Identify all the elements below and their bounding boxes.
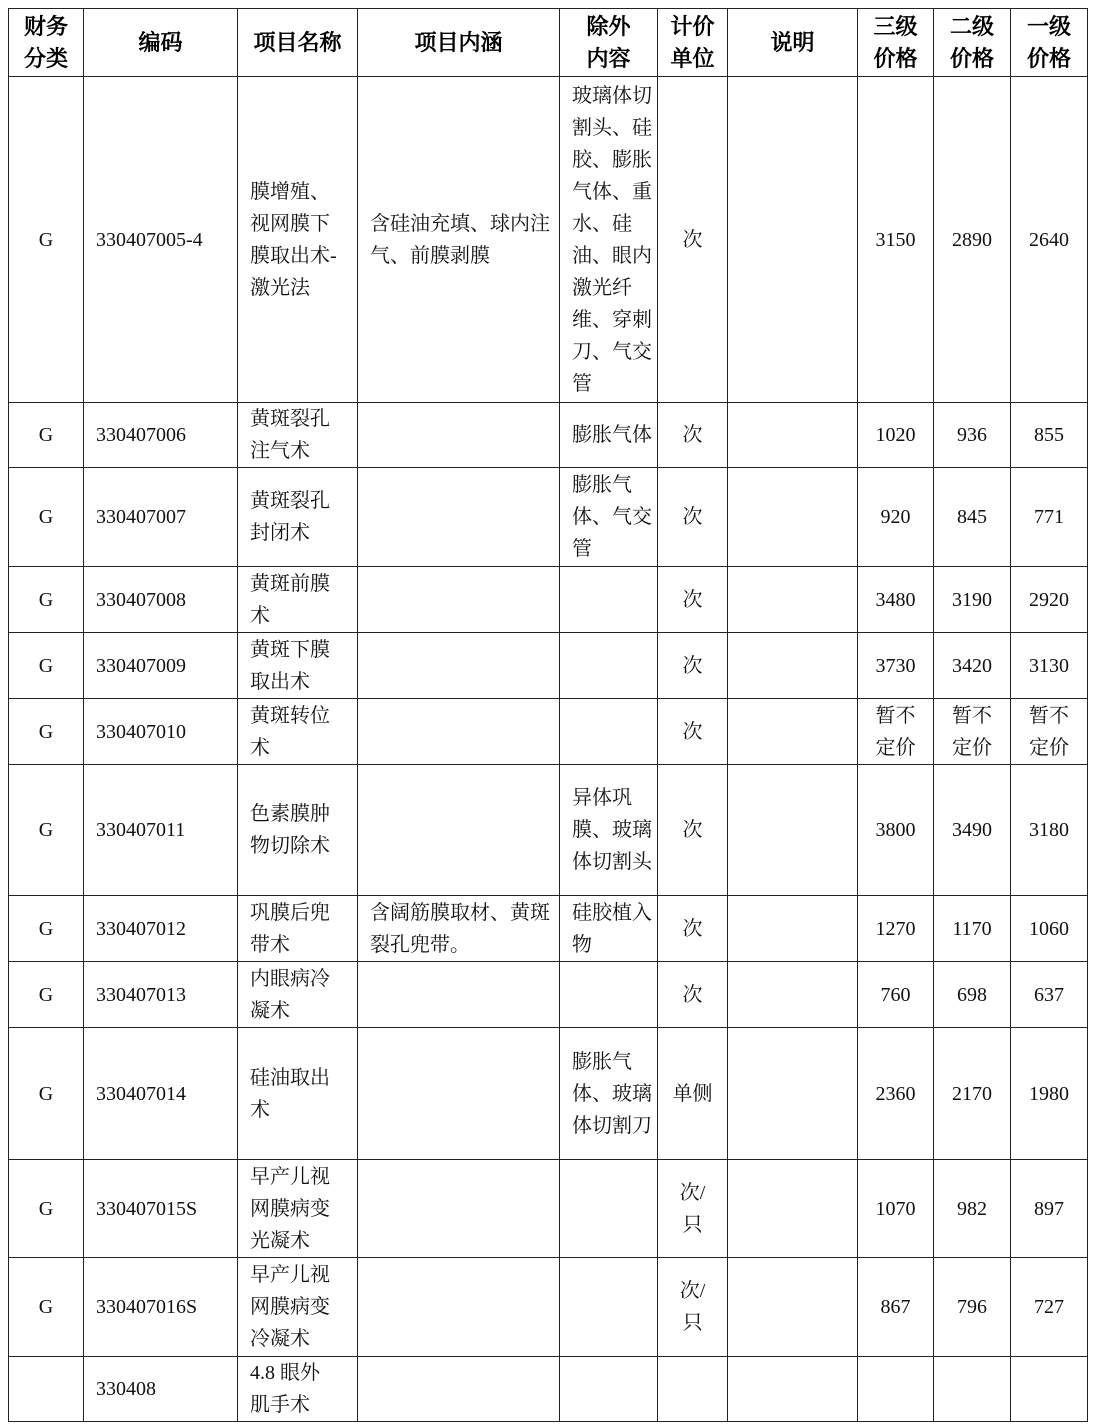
table-row xyxy=(9,468,1088,567)
code-cell: 330408 xyxy=(84,1357,238,1422)
exclusions-cell: 玻璃体切割头、硅胶、膨胀气体、重水、硅油、眼内激光纤维、穿刺刀、气交管 xyxy=(560,77,658,403)
item-content-cell xyxy=(358,1028,560,1160)
price-level2-cell: 2170 xyxy=(934,1028,1011,1160)
notes-cell xyxy=(728,699,858,765)
price-level1-cell: 771 xyxy=(1011,468,1088,567)
code-cell: 330407006 xyxy=(84,403,238,468)
price-level2-cell: 暂不定价 xyxy=(934,699,1011,765)
table-row xyxy=(9,1028,1088,1160)
price-level1-cell: 637 xyxy=(1011,962,1088,1028)
code-cell: 330407013 xyxy=(84,962,238,1028)
pricing-unit-cell: 次 xyxy=(658,699,728,765)
item-name-cell: 巩膜后兜带术 xyxy=(238,896,358,962)
table-row xyxy=(9,567,1088,633)
price-level3-cell: 867 xyxy=(858,1258,934,1357)
item-content-cell xyxy=(358,699,560,765)
category-cell: G xyxy=(9,765,84,896)
table-row xyxy=(9,699,1088,765)
item-name-cell: 黄斑下膜取出术 xyxy=(238,633,358,699)
category-cell: G xyxy=(9,403,84,468)
price-level1-cell: 2920 xyxy=(1011,567,1088,633)
price-level1-cell: 897 xyxy=(1011,1160,1088,1258)
item-name-cell: 4.8 眼外肌手术 xyxy=(238,1357,358,1422)
price-table xyxy=(8,8,1088,1422)
code-cell: 330407014 xyxy=(84,1028,238,1160)
price-level1-cell: 3180 xyxy=(1011,765,1088,896)
code-cell: 330407005-4 xyxy=(84,77,238,403)
item-content-cell xyxy=(358,403,560,468)
price-level1-cell: 3130 xyxy=(1011,633,1088,699)
price-level3-cell: 920 xyxy=(858,468,934,567)
notes-cell xyxy=(728,633,858,699)
category-cell: G xyxy=(9,468,84,567)
pricing-unit-cell: 次/只 xyxy=(658,1160,728,1258)
notes-cell xyxy=(728,403,858,468)
category-cell: G xyxy=(9,633,84,699)
pricing-unit-cell: 次 xyxy=(658,633,728,699)
header-exclusions: 除外内容 xyxy=(560,9,658,77)
category-cell: G xyxy=(9,77,84,403)
price-level2-cell: 3490 xyxy=(934,765,1011,896)
price-level2-cell: 845 xyxy=(934,468,1011,567)
exclusions-cell xyxy=(560,1258,658,1357)
price-level3-cell: 暂不定价 xyxy=(858,699,934,765)
item-name-cell: 黄斑裂孔注气术 xyxy=(238,403,358,468)
exclusions-cell xyxy=(560,1160,658,1258)
category-cell: G xyxy=(9,1160,84,1258)
item-name-cell: 硅油取出术 xyxy=(238,1028,358,1160)
item-content-cell xyxy=(358,1357,560,1422)
item-name-cell: 黄斑转位术 xyxy=(238,699,358,765)
category-cell: G xyxy=(9,567,84,633)
header-notes: 说明 xyxy=(728,9,858,77)
table-row xyxy=(9,1357,1088,1422)
code-cell: 330407015S xyxy=(84,1160,238,1258)
item-name-cell: 黄斑裂孔封闭术 xyxy=(238,468,358,567)
exclusions-cell: 硅胶植入物 xyxy=(560,896,658,962)
item-content-cell xyxy=(358,1160,560,1258)
price-level2-cell: 698 xyxy=(934,962,1011,1028)
exclusions-cell xyxy=(560,567,658,633)
price-level3-cell xyxy=(858,1357,934,1422)
pricing-unit-cell: 次 xyxy=(658,896,728,962)
exclusions-cell xyxy=(560,962,658,1028)
header-item-name: 项目名称 xyxy=(238,9,358,77)
price-level2-cell: 3420 xyxy=(934,633,1011,699)
table-row xyxy=(9,1160,1088,1258)
category-cell: G xyxy=(9,1028,84,1160)
table-row xyxy=(9,403,1088,468)
header-category: 财务分类 xyxy=(9,9,84,77)
header-row xyxy=(9,9,1088,77)
notes-cell xyxy=(728,1258,858,1357)
category-cell: G xyxy=(9,962,84,1028)
code-cell: 330407009 xyxy=(84,633,238,699)
price-level3-cell: 1020 xyxy=(858,403,934,468)
header-price-level1: 一级价格 xyxy=(1011,9,1088,77)
code-cell: 330407012 xyxy=(84,896,238,962)
code-cell: 330407016S xyxy=(84,1258,238,1357)
price-level1-cell: 2640 xyxy=(1011,77,1088,403)
notes-cell xyxy=(728,896,858,962)
category-cell: G xyxy=(9,896,84,962)
item-name-cell: 内眼病冷凝术 xyxy=(238,962,358,1028)
price-level3-cell: 3150 xyxy=(858,77,934,403)
exclusions-cell: 膨胀气体、玻璃体切割刀 xyxy=(560,1028,658,1160)
item-content-cell xyxy=(358,1258,560,1357)
price-level2-cell: 982 xyxy=(934,1160,1011,1258)
price-level2-cell: 796 xyxy=(934,1258,1011,1357)
price-level1-cell: 暂不定价 xyxy=(1011,699,1088,765)
notes-cell xyxy=(728,765,858,896)
price-level3-cell: 3730 xyxy=(858,633,934,699)
pricing-unit-cell: 次/只 xyxy=(658,1258,728,1357)
header-code: 编码 xyxy=(84,9,238,77)
exclusions-cell xyxy=(560,699,658,765)
pricing-unit-cell: 次 xyxy=(658,403,728,468)
code-cell: 330407011 xyxy=(84,765,238,896)
exclusions-cell: 异体巩膜、玻璃体切割头 xyxy=(560,765,658,896)
item-name-cell: 黄斑前膜术 xyxy=(238,567,358,633)
header-price-level3: 三级价格 xyxy=(858,9,934,77)
price-level3-cell: 1270 xyxy=(858,896,934,962)
pricing-unit-cell: 次 xyxy=(658,567,728,633)
notes-cell xyxy=(728,1160,858,1258)
price-level1-cell: 1060 xyxy=(1011,896,1088,962)
price-level1-cell: 855 xyxy=(1011,403,1088,468)
item-name-cell: 膜增殖、视网膜下膜取出术-激光法 xyxy=(238,77,358,403)
pricing-unit-cell: 次 xyxy=(658,77,728,403)
table-row xyxy=(9,896,1088,962)
price-level1-cell xyxy=(1011,1357,1088,1422)
price-level1-cell: 727 xyxy=(1011,1258,1088,1357)
price-level2-cell: 2890 xyxy=(934,77,1011,403)
code-cell: 330407010 xyxy=(84,699,238,765)
header-price-level2: 二级价格 xyxy=(934,9,1011,77)
item-name-cell: 色素膜肿物切除术 xyxy=(238,765,358,896)
pricing-unit-cell: 次 xyxy=(658,765,728,896)
code-cell: 330407007 xyxy=(84,468,238,567)
price-level2-cell: 1170 xyxy=(934,896,1011,962)
exclusions-cell xyxy=(560,1357,658,1422)
item-name-cell: 早产儿视网膜病变光凝术 xyxy=(238,1160,358,1258)
notes-cell xyxy=(728,1028,858,1160)
category-cell: G xyxy=(9,699,84,765)
item-content-cell xyxy=(358,468,560,567)
item-name-cell: 早产儿视网膜病变冷凝术 xyxy=(238,1258,358,1357)
price-level3-cell: 1070 xyxy=(858,1160,934,1258)
notes-cell xyxy=(728,468,858,567)
notes-cell xyxy=(728,77,858,403)
item-content-cell xyxy=(358,567,560,633)
header-pricing-unit: 计价单位 xyxy=(658,9,728,77)
exclusions-cell: 膨胀气体 xyxy=(560,403,658,468)
item-content-cell xyxy=(358,962,560,1028)
price-level2-cell: 936 xyxy=(934,403,1011,468)
notes-cell xyxy=(728,962,858,1028)
item-content-cell: 含阔筋膜取材、黄斑裂孔兜带。 xyxy=(358,896,560,962)
table-row xyxy=(9,1258,1088,1357)
category-cell xyxy=(9,1357,84,1422)
price-level1-cell: 1980 xyxy=(1011,1028,1088,1160)
price-level2-cell xyxy=(934,1357,1011,1422)
code-cell: 330407008 xyxy=(84,567,238,633)
pricing-unit-cell: 次 xyxy=(658,962,728,1028)
price-level3-cell: 3800 xyxy=(858,765,934,896)
item-content-cell: 含硅油充填、球内注气、前膜剥膜 xyxy=(358,77,560,403)
item-content-cell xyxy=(358,633,560,699)
price-level3-cell: 2360 xyxy=(858,1028,934,1160)
price-level2-cell: 3190 xyxy=(934,567,1011,633)
table-row xyxy=(9,77,1088,403)
item-content-cell xyxy=(358,765,560,896)
table-row xyxy=(9,765,1088,896)
category-cell: G xyxy=(9,1258,84,1357)
exclusions-cell: 膨胀气体、气交管 xyxy=(560,468,658,567)
notes-cell xyxy=(728,1357,858,1422)
exclusions-cell xyxy=(560,633,658,699)
pricing-unit-cell: 单侧 xyxy=(658,1028,728,1160)
table-row xyxy=(9,962,1088,1028)
price-level3-cell: 760 xyxy=(858,962,934,1028)
pricing-unit-cell: 次 xyxy=(658,468,728,567)
header-item-content: 项目内涵 xyxy=(358,9,560,77)
price-level3-cell: 3480 xyxy=(858,567,934,633)
table-row xyxy=(9,633,1088,699)
pricing-unit-cell xyxy=(658,1357,728,1422)
notes-cell xyxy=(728,567,858,633)
